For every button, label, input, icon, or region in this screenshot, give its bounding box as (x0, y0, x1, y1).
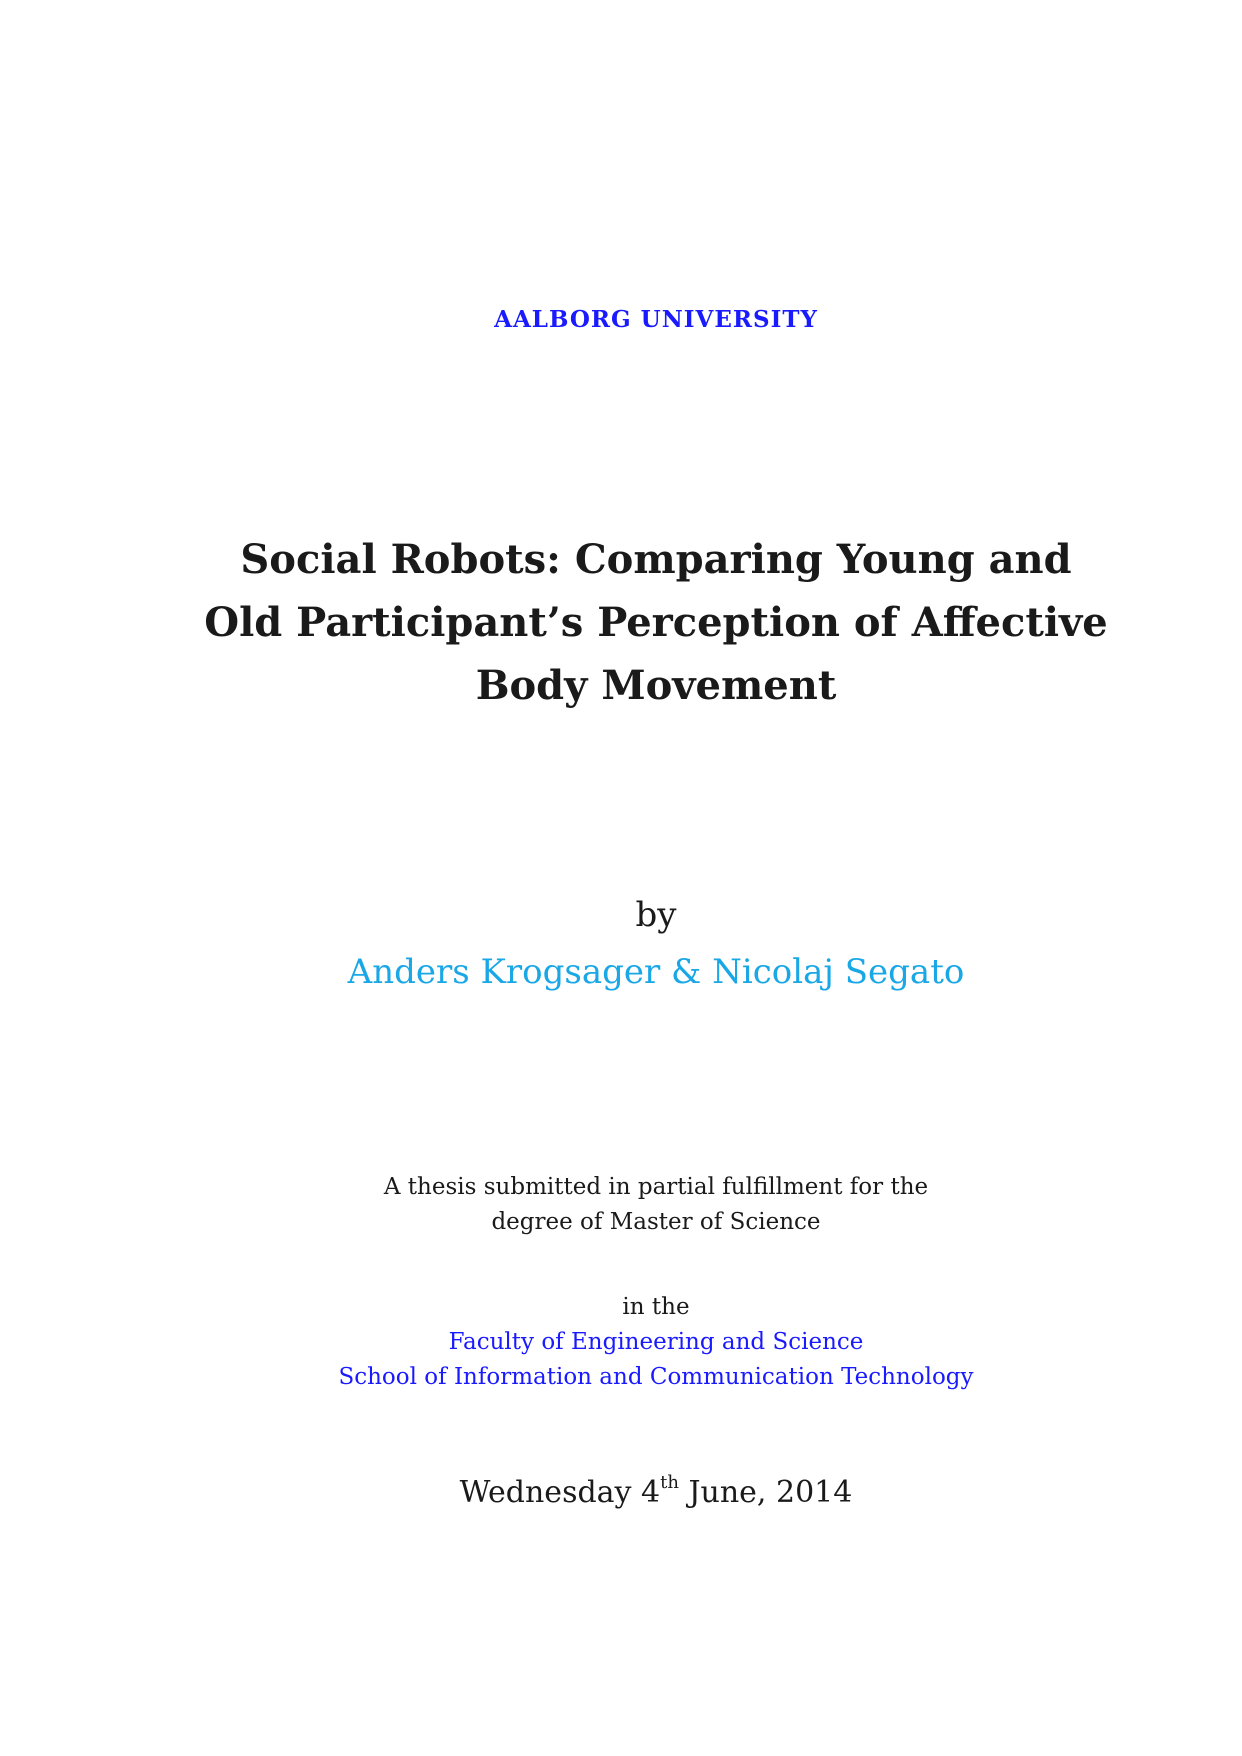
university-link[interactable]: AALBORG UNIVERSITY (494, 306, 818, 333)
thesis-title (0, 528, 1242, 717)
submission-date (0, 1472, 1242, 1510)
thesis-line-1: A thesis submitted in partial fulfillment for the (383, 1174, 929, 1200)
university-name (0, 306, 1242, 333)
faculty-link[interactable]: Faculty of Engineering and Science (448, 1329, 864, 1355)
thesis-line-2: degree of Master of Science (491, 1209, 821, 1235)
date-weekday-day: Wednesday 4 (459, 1475, 661, 1510)
authors (0, 952, 1242, 992)
date-month-year: June, 2014 (688, 1475, 853, 1510)
title-line-3: Body Movement (475, 662, 837, 709)
title-line-1: Social Robots: Comparing Young and (240, 536, 1072, 583)
date-ordinal-suffix: th (660, 1472, 679, 1493)
thesis-statement (0, 1170, 1242, 1240)
title-line-2: Old Participant’s Perception of Affective (204, 599, 1108, 646)
authors-link[interactable]: Anders Krogsager & Nicolaj Segato (347, 952, 965, 992)
by-label: by (635, 895, 677, 935)
department-block (0, 1290, 1242, 1395)
in-the-label: in the (622, 1294, 690, 1320)
school-link[interactable]: School of Information and Communication Technology (338, 1364, 974, 1390)
